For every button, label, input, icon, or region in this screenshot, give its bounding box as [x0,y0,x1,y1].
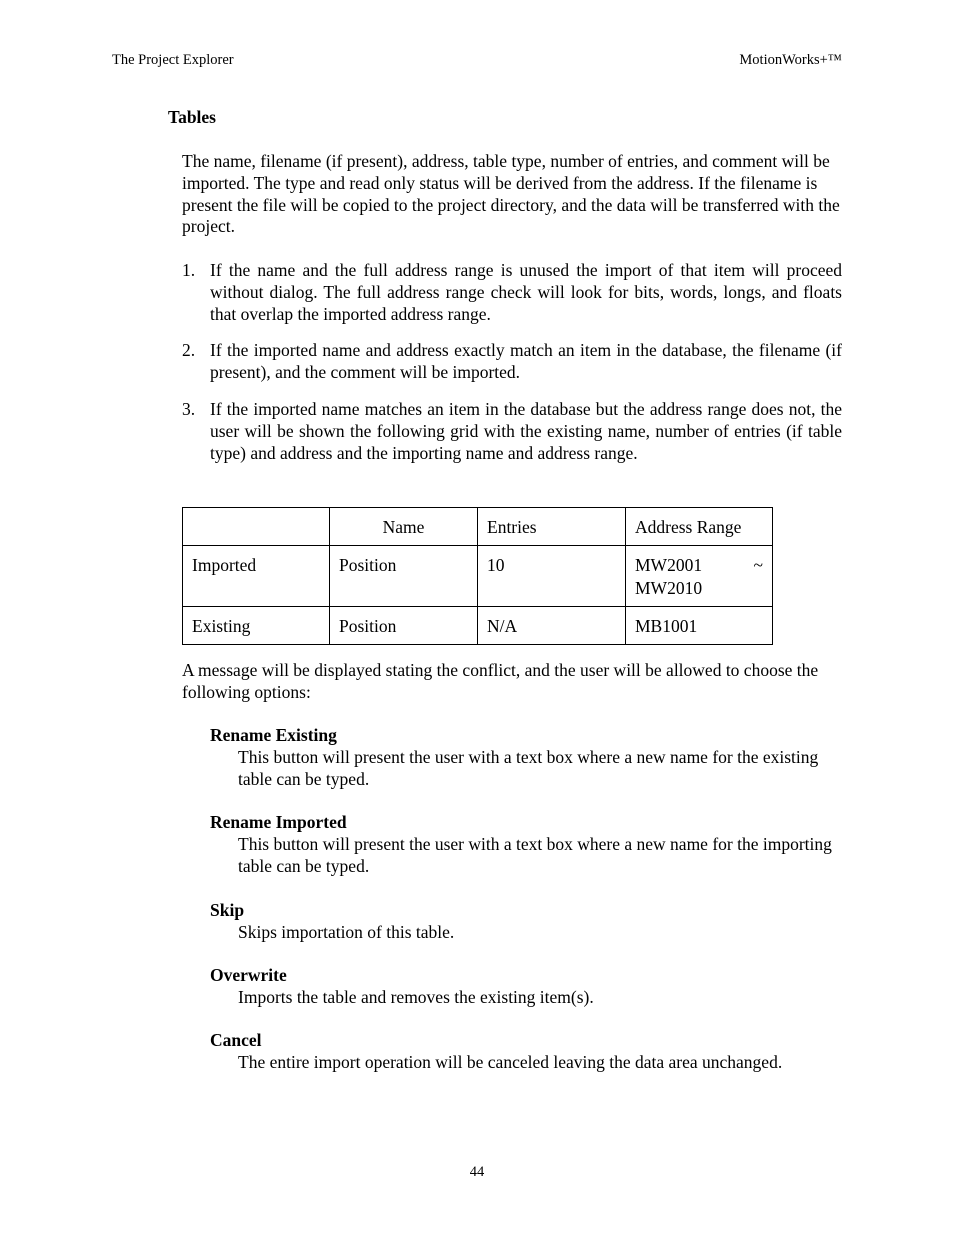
option-title: Rename Imported [210,812,347,832]
cell-address-range: MB1001 [626,607,773,645]
option-description: This button will present the user with a text box where a new name for the existing table can be typed. [238,746,819,789]
list-text: If the name and the full address range is unused the import of that item will proceed without dialog. The full address range check will look for bits, words, longs, and floats that overlap the imported address range. [210,260,842,324]
row-label: Existing [183,607,330,645]
running-header-left: The Project Explorer [112,52,234,68]
option-description: Skips importation of this table. [238,921,455,942]
cell-address-range [626,546,773,607]
cell-entries: N/A [478,607,626,645]
running-header-right: MotionWorks+™ [739,52,842,68]
list-item [182,340,842,384]
list-number: 1. [182,260,196,280]
header-cell-address-range: Address Range [626,508,773,546]
option-cancel [210,1030,850,1074]
header-cell-name: Name [330,508,478,546]
address-tilde: ~ [753,555,763,575]
option-skip [210,900,850,944]
option-title: Skip [210,900,245,920]
address-end: MW2010 [635,578,703,598]
table-header-row [183,508,773,546]
option-description: This button will present the user with a text box where a new name for the importing table can be typed. [238,833,832,876]
option-overwrite [210,965,850,1009]
cell-name: Position [330,607,478,645]
page-number: 44 [469,1164,485,1180]
list-number: 2. [182,340,196,361]
cell-name: Position [330,546,478,607]
option-rename-imported [210,812,850,877]
option-description: The entire import operation will be canceled leaving the data area unchanged. [238,1051,783,1072]
row-label: Imported [183,546,330,607]
list-item [182,399,842,464]
option-rename-existing [210,725,850,790]
option-title: Cancel [210,1030,262,1050]
table-row [183,607,773,645]
table-row [183,546,773,607]
list-number: 3. [182,398,196,419]
option-description: Imports the table and removes the existing item(s). [238,986,594,1007]
after-table-paragraph: A message will be displayed stating the conflict, and the user will be allowed to choose the following options: [182,660,819,702]
list-text: If the imported name and address exactly match an item in the database, the filename (if present), and the comment will be imported. [210,340,842,383]
list-text: If the imported name matches an item in the database but the address range does not, the user will be shown the following grid with the existing name, number of entries (if table type) and address and the importing name and address range. [210,398,842,463]
header-cell [183,508,330,546]
option-title: Rename Existing [210,725,337,745]
list-item [182,260,842,325]
conflict-grid [182,507,773,645]
numbered-list [182,260,842,479]
address-start: MW2001 [635,555,703,575]
section-title: Tables [168,107,216,127]
intro-paragraph: The name, filename (if present), address, table type, number of entries, and comment will be imported. The type and read only status will be derived from the address. If the filename is present the file will be copied to the project directory, and the data will be transferred with the project. [182,151,840,237]
header-cell-entries: Entries [478,508,626,546]
cell-entries: 10 [478,546,626,607]
option-title: Overwrite [210,965,287,985]
